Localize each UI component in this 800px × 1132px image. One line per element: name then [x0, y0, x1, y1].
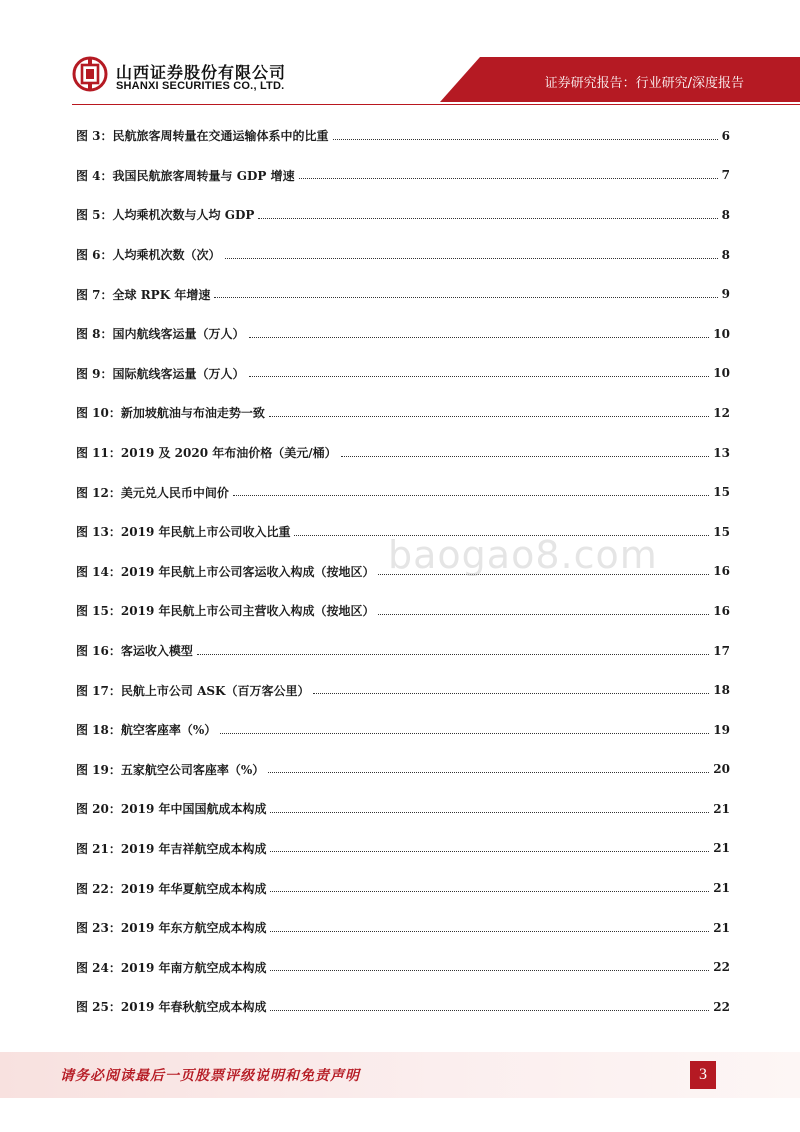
toc-entry-label — [76, 840, 268, 857]
toc-entry-label — [76, 919, 268, 936]
header-rule — [72, 104, 800, 105]
toc-entry-title: 2019 年民航上市公司主营收入构成（按地区） — [120, 604, 375, 619]
toc-entry-prefix: 图 7： — [76, 287, 113, 302]
toc-entry-page: 19 — [713, 722, 730, 737]
toc-entry-title: 我国民航旅客周转量与 GDP 增速 — [112, 168, 295, 183]
toc-leader-dots — [233, 494, 709, 496]
toc-entry-page: 21 — [713, 920, 730, 935]
toc-leader-dots — [270, 930, 709, 932]
toc-entry[interactable] — [76, 829, 730, 869]
toc-entry-page: 22 — [713, 960, 730, 975]
toc-entry-page: 21 — [713, 801, 730, 816]
toc-entry-page: 21 — [713, 841, 730, 856]
toc-entry-title: 全球 RPK 年增速 — [112, 287, 211, 302]
toc-leader-dots — [313, 692, 709, 694]
toc-entry-title: 人均乘机次数与人均 GDP — [112, 208, 255, 223]
toc-entry-page: 13 — [713, 445, 730, 460]
toc-entry-prefix: 图 3： — [76, 129, 113, 144]
toc-leader-dots — [299, 177, 718, 179]
toc-entry-page: 16 — [713, 603, 730, 618]
toc-entry-title: 2019 年吉祥航空成本构成 — [120, 841, 267, 856]
toc-entry-prefix: 图 15： — [76, 604, 121, 619]
watermark: baogao8.com — [388, 533, 658, 577]
toc-entry-page: 8 — [721, 247, 730, 262]
toc-entry[interactable] — [76, 274, 730, 314]
toc-entry-title: 五家航空公司客座率（%） — [120, 762, 265, 777]
toc-entry-page: 17 — [713, 643, 730, 658]
toc-entry-prefix: 图 19： — [76, 762, 121, 777]
toc-entry[interactable] — [76, 393, 730, 433]
toc-leader-dots — [270, 1009, 709, 1011]
toc-entry-label — [76, 682, 311, 699]
toc-entry-page: 6 — [721, 128, 730, 143]
toc-entry-title: 2019 年春秋航空成本构成 — [120, 1000, 267, 1015]
toc-entry-page: 7 — [721, 168, 730, 183]
toc-leader-dots — [270, 969, 709, 971]
toc-entry-label — [76, 880, 268, 897]
page-number: 3 — [690, 1061, 716, 1089]
toc-leader-dots — [378, 613, 709, 615]
toc-entry-page: 10 — [713, 366, 730, 381]
toc-entry-title: 民航上市公司 ASK（百万客公里） — [120, 683, 310, 698]
toc-leader-dots — [249, 375, 710, 377]
toc-leader-dots — [333, 138, 718, 140]
toc-entry-label — [76, 959, 268, 976]
toc-leader-dots — [270, 811, 709, 813]
toc-entry[interactable] — [76, 116, 730, 156]
toc-entry-page: 9 — [721, 287, 730, 302]
toc-entry-prefix: 图 5： — [76, 208, 113, 223]
toc-entry-label — [76, 484, 231, 501]
toc-entry-prefix: 图 14： — [76, 564, 121, 579]
toc-entry-title: 民航旅客周转量在交通运输体系中的比重 — [112, 129, 329, 144]
toc-entry-title: 2019 年华夏航空成本构成 — [120, 881, 267, 896]
toc-entry-title: 2019 年中国国航成本构成 — [120, 802, 267, 817]
toc-entry[interactable] — [76, 354, 730, 394]
toc-entry[interactable] — [76, 868, 730, 908]
toc-entry-page: 10 — [713, 326, 730, 341]
company-logo-icon — [72, 56, 108, 92]
toc-entry-prefix: 图 25： — [76, 1000, 121, 1015]
toc-entry-title: 国内航线客运量（万人） — [112, 327, 245, 342]
toc-entry-title: 新加坡航油与布油走势一致 — [120, 406, 265, 421]
toc-entry-page: 20 — [713, 762, 730, 777]
toc-entry-page: 16 — [713, 564, 730, 579]
company-name-en: SHANXI SECURITIES CO., LTD. — [116, 80, 285, 92]
toc-entry-prefix: 图 9： — [76, 366, 113, 381]
toc-entry-label — [76, 642, 195, 659]
toc-entry-prefix: 图 18： — [76, 723, 121, 738]
toc-entry-page: 12 — [713, 405, 730, 420]
toc-entry[interactable] — [76, 156, 730, 196]
toc-leader-dots — [270, 850, 709, 852]
toc-entry-label — [76, 325, 247, 342]
toc-entry-label — [76, 998, 268, 1015]
toc-entry-title: 2019 年东方航空成本构成 — [120, 921, 267, 936]
toc-entry[interactable] — [76, 314, 730, 354]
toc-entry-title: 2019 及 2020 年布油价格（美元/桶） — [120, 446, 337, 461]
toc-entry-page: 18 — [713, 683, 730, 698]
toc-entry[interactable] — [76, 947, 730, 987]
toc-entry-label — [76, 761, 266, 778]
toc-entry[interactable] — [76, 908, 730, 948]
toc-leader-dots — [270, 890, 709, 892]
toc-entry-title: 客运收入模型 — [120, 644, 193, 659]
toc-entry[interactable] — [76, 235, 730, 275]
toc-entry-page: 21 — [713, 881, 730, 896]
toc-entry-label — [76, 563, 376, 580]
toc-entry-title: 国际航线客运量（万人） — [112, 366, 245, 381]
toc-entry[interactable] — [76, 631, 730, 671]
toc-entry-prefix: 图 23： — [76, 921, 121, 936]
toc-entry-prefix: 图 13： — [76, 525, 121, 540]
toc-entry-title: 航空客座率（%） — [120, 723, 217, 738]
toc-leader-dots — [269, 415, 709, 417]
toc-entry-label — [76, 404, 267, 421]
toc-entry-page: 22 — [713, 999, 730, 1014]
toc-entry[interactable] — [76, 987, 730, 1027]
toc-leader-dots — [197, 653, 709, 655]
toc-entry-label — [76, 721, 218, 738]
toc-entry-label — [76, 206, 256, 223]
toc-entry-label — [76, 523, 292, 540]
toc-entry[interactable] — [76, 433, 730, 473]
toc-entry-prefix: 图 11： — [76, 446, 121, 461]
toc-entry-prefix: 图 6： — [76, 248, 113, 263]
toc-leader-dots — [268, 771, 709, 773]
toc-entry[interactable] — [76, 195, 730, 235]
page-header — [0, 0, 800, 104]
toc-leader-dots — [249, 336, 710, 338]
toc-entry-prefix: 图 22： — [76, 881, 121, 896]
toc-entry[interactable] — [76, 710, 730, 750]
page-footer — [0, 1052, 800, 1098]
company-name-cn: 山西证券股份有限公司 — [116, 63, 287, 82]
toc-entry-prefix: 图 10： — [76, 406, 121, 421]
toc-entry[interactable] — [76, 750, 730, 790]
toc-entry-prefix: 图 8： — [76, 327, 113, 342]
toc-entry-label — [76, 800, 268, 817]
toc-leader-dots — [341, 455, 710, 457]
toc-entry-label — [76, 444, 339, 461]
toc-entry[interactable] — [76, 789, 730, 829]
toc-entry-prefix: 图 21： — [76, 841, 121, 856]
toc-entry-label — [76, 246, 223, 263]
toc-entry-label — [76, 127, 331, 144]
toc-entry-prefix: 图 17： — [76, 683, 121, 698]
toc-leader-dots — [225, 257, 718, 259]
toc-leader-dots — [220, 732, 709, 734]
toc-entry-prefix: 图 12： — [76, 485, 121, 500]
toc-entry-title: 2019 年南方航空成本构成 — [120, 960, 267, 975]
toc-entry-label — [76, 365, 247, 382]
toc-entry-prefix: 图 20： — [76, 802, 121, 817]
toc-entry-label — [76, 602, 376, 619]
toc-entry-page: 15 — [713, 485, 730, 500]
toc-leader-dots — [258, 217, 717, 219]
toc-entry-prefix: 图 16： — [76, 644, 121, 659]
toc-entry-page: 8 — [721, 207, 730, 222]
toc-leader-dots — [214, 296, 717, 298]
toc-entry[interactable] — [76, 472, 730, 512]
toc-entry-label — [76, 286, 212, 303]
report-type: 证券研究报告：行业研究/深度报告 — [544, 76, 744, 91]
toc-entry-page: 15 — [713, 524, 730, 539]
toc-entry-title: 2019 年民航上市公司客运收入构成（按地区） — [120, 564, 375, 579]
toc-entry-prefix: 图 4： — [76, 168, 113, 183]
toc-entry-title: 美元兑人民币中间价 — [120, 485, 229, 500]
toc-entry[interactable] — [76, 670, 730, 710]
footer-disclaimer: 请务必阅读最后一页股票评级说明和免责声明 — [60, 1068, 360, 1084]
toc-entry-prefix: 图 24： — [76, 960, 121, 975]
toc-entry-title: 2019 年民航上市公司收入比重 — [120, 525, 291, 540]
toc-entry[interactable] — [76, 591, 730, 631]
toc-entry-label — [76, 167, 297, 184]
toc-entry-title: 人均乘机次数（次） — [112, 248, 221, 263]
